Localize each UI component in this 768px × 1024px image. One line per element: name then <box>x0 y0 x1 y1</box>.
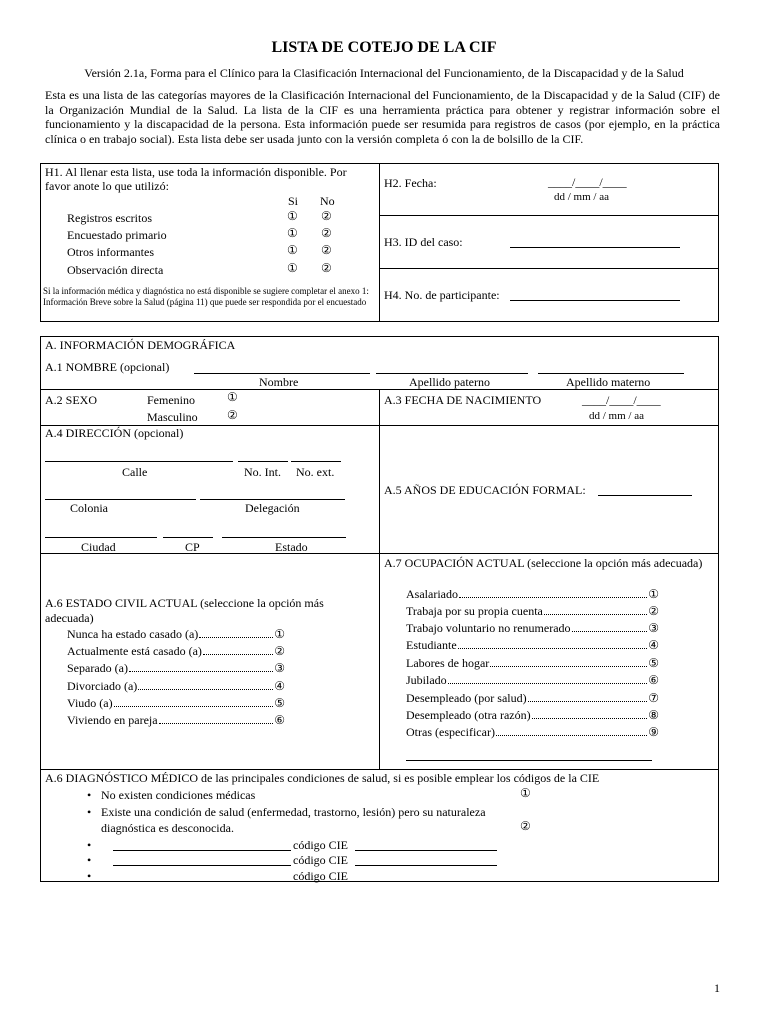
a6b-diagnosis-line[interactable] <box>113 881 291 882</box>
intro-paragraph: Esta es una lista de las categorías mayores de la Clasificación Internacional del Funcionamiento, de la Discapacidad y de la Salud (CIF) de la Organización Mundial de la Salud. La lista de la CIF es una herramienta práctica para obtener y registrar información sobre el funcionamiento y la discapacidad de la persona. Esta información puede ser resumida para registros de casos (por ejemplo, en la práctica clínica o en trabajo social). Esta lista debe ser usada junto con la versión completa ó con la de bolsillo de la CIF. <box>45 88 720 146</box>
a6b-cie-line[interactable] <box>355 881 497 882</box>
h2-date-format: dd / mm / aa <box>554 191 609 203</box>
a6b-cie-line[interactable] <box>355 850 497 851</box>
a7-otras-specify-line[interactable] <box>406 760 652 761</box>
a6b-cie-line[interactable] <box>355 865 497 866</box>
a6b-cie-label: código CIE <box>293 853 348 867</box>
a6b-diagnosis-line[interactable] <box>113 850 291 851</box>
h1-row-no[interactable]: ② <box>321 243 332 257</box>
a2-label: A.2 SEXO <box>45 393 98 407</box>
a6b-option-unknown: • Existe una condición de salud (enfermedad, trastorno, lesión) pero su naturaleza <box>101 805 486 819</box>
a4-cp-line[interactable] <box>163 537 213 538</box>
a7-option[interactable]: Asalariado ① <box>406 587 659 601</box>
a4-colonia-line[interactable] <box>45 499 196 500</box>
a6-option[interactable]: Actualmente está casado (a) ② <box>67 644 285 658</box>
h1-row-si[interactable]: ① <box>287 243 298 257</box>
a6-option[interactable]: Separado (a) ③ <box>67 661 285 675</box>
a6-label: A.6 ESTADO CIVIL ACTUAL (seleccione la opción más adecuada) <box>45 596 324 625</box>
a7-option[interactable]: Labores de hogar ⑤ <box>406 656 659 670</box>
a6b-cie-label: código CIE <box>293 869 348 883</box>
a6b-label: A.6 DIAGNÓSTICO MÉDICO de las principales condiciones de salud, si es posible emplear los códigos de la CIE <box>45 771 600 785</box>
a6-option[interactable]: Viudo (a) ⑤ <box>67 696 285 710</box>
version-line: Versión 2.1a, Forma para el Clínico para la Clasificación Internacional del Funcionamiento, de la Discapacidad y de la Salud <box>84 66 684 80</box>
a4-calle-line[interactable] <box>45 461 233 462</box>
h4-label: H4. No. de participante: <box>384 288 500 302</box>
h1-note: Si la información médica y diagnóstica no está disponible se sugiere completar el anexo 1: Información Breve sobre la Salud (página 11) que puede ser respondida por el encuestado <box>43 286 369 307</box>
h1-row-label: Observación directa <box>67 263 164 277</box>
a6-option[interactable]: Viviendo en pareja ⑥ <box>67 713 285 727</box>
h1-col-si: Si <box>288 194 299 208</box>
h1-row-si[interactable]: ① <box>287 226 298 240</box>
a1-paterno-line[interactable] <box>376 373 528 374</box>
a4-no-ext-line[interactable] <box>291 461 341 462</box>
a4-ciudad-caption: Ciudad <box>81 540 116 554</box>
a3-date-blank[interactable]: ____/____/____ <box>582 393 661 407</box>
a6-option[interactable]: Divorciado (a) ④ <box>67 679 285 693</box>
a1-paterno-caption: Apellido paterno <box>409 375 490 389</box>
a4-colonia-caption: Colonia <box>70 501 108 515</box>
a4-calle-caption: Calle <box>122 465 148 479</box>
a5-label: A.5 AÑOS DE EDUCACIÓN FORMAL: <box>384 483 586 497</box>
h3-label: H3. ID del caso: <box>384 235 463 249</box>
a2-masculino-option[interactable]: ② <box>227 408 238 422</box>
a6b-option-unknown-code[interactable]: ② <box>520 819 531 833</box>
h2-date-blank[interactable]: ____/____/____ <box>548 175 627 189</box>
a6b-option-none-code[interactable]: ① <box>520 786 531 800</box>
h1-row-no[interactable]: ② <box>321 226 332 240</box>
a6-option[interactable]: Nunca ha estado casado (a) ① <box>67 627 285 641</box>
a6b-diagnosis-line[interactable] <box>113 865 291 866</box>
a7-option[interactable]: Jubilado ⑥ <box>406 673 659 687</box>
a4-estado-line[interactable] <box>222 537 346 538</box>
a7-option[interactable]: Desempleado (por salud) ⑦ <box>406 691 659 705</box>
h1-prompt: H1. Al llenar esta lista, use toda la información disponible. Por favor anote lo que utilizó: <box>45 165 347 193</box>
a4-label: A.4 DIRECCIÓN (opcional) <box>45 426 184 440</box>
a7-option[interactable]: Estudiante ④ <box>406 638 659 652</box>
h1-row-label: Otros informantes <box>67 245 154 259</box>
a7-option[interactable]: Desempleado (otra razón) ⑧ <box>406 708 659 722</box>
a6b-cie-label: código CIE <box>293 838 348 852</box>
a7-option[interactable]: Otras (especificar) ⑨ <box>406 725 659 739</box>
h1-row-no[interactable]: ② <box>321 209 332 223</box>
h3-input-line[interactable] <box>510 247 680 248</box>
a4-no-int-line[interactable] <box>238 461 288 462</box>
a1-materno-line[interactable] <box>538 373 684 374</box>
a4-ciudad-line[interactable] <box>45 537 157 538</box>
a2-masculino-label: Masculino <box>147 410 198 424</box>
a3-label: A.3 FECHA DE NACIMIENTO <box>384 393 542 407</box>
h1-row-si[interactable]: ① <box>287 209 298 223</box>
page-number: 1 <box>714 981 720 995</box>
a5-input-line[interactable] <box>598 495 692 496</box>
section-a-header: A. INFORMACIÓN DEMOGRÁFICA <box>45 338 236 352</box>
a6b-option-none: • No existen condiciones médicas <box>101 788 255 802</box>
a1-label: A.1 NOMBRE (opcional) <box>45 360 170 374</box>
a1-materno-caption: Apellido materno <box>566 375 651 389</box>
h1-row-label: Registros escritos <box>67 211 152 225</box>
a7-label: A.7 OCUPACIÓN ACTUAL (seleccione la opción más adecuada) <box>384 556 703 570</box>
a4-delegacion-line[interactable] <box>200 499 345 500</box>
a4-cp-caption: CP <box>185 540 200 554</box>
h4-input-line[interactable] <box>510 300 680 301</box>
a4-estado-caption: Estado <box>275 540 308 554</box>
h1-row-si[interactable]: ① <box>287 261 298 275</box>
a4-delegacion-caption: Delegación <box>245 501 300 515</box>
h1-row-label: Encuestado primario <box>67 228 167 242</box>
h2-label: H2. Fecha: <box>384 176 437 190</box>
a2-femenino-option[interactable]: ① <box>227 390 238 404</box>
a1-nombre-caption: Nombre <box>259 375 299 389</box>
a2-femenino-label: Femenino <box>147 393 195 407</box>
a6b-option-unknown-cont: diagnóstica es desconocida. <box>101 821 234 835</box>
a3-date-format: dd / mm / aa <box>589 410 644 422</box>
h1-col-no: No <box>320 194 335 208</box>
h1-row-no[interactable]: ② <box>321 261 332 275</box>
a4-no-int-caption: No. Int. <box>244 465 281 479</box>
a7-option[interactable]: Trabajo voluntario no renumerado ③ <box>406 621 659 635</box>
a4-no-ext-caption: No. ext. <box>296 465 335 479</box>
a1-nombre-line[interactable] <box>194 373 370 374</box>
a7-option[interactable]: Trabaja por su propia cuenta ② <box>406 604 659 618</box>
page-title: LISTA DE COTEJO DE LA CIF <box>271 39 497 56</box>
